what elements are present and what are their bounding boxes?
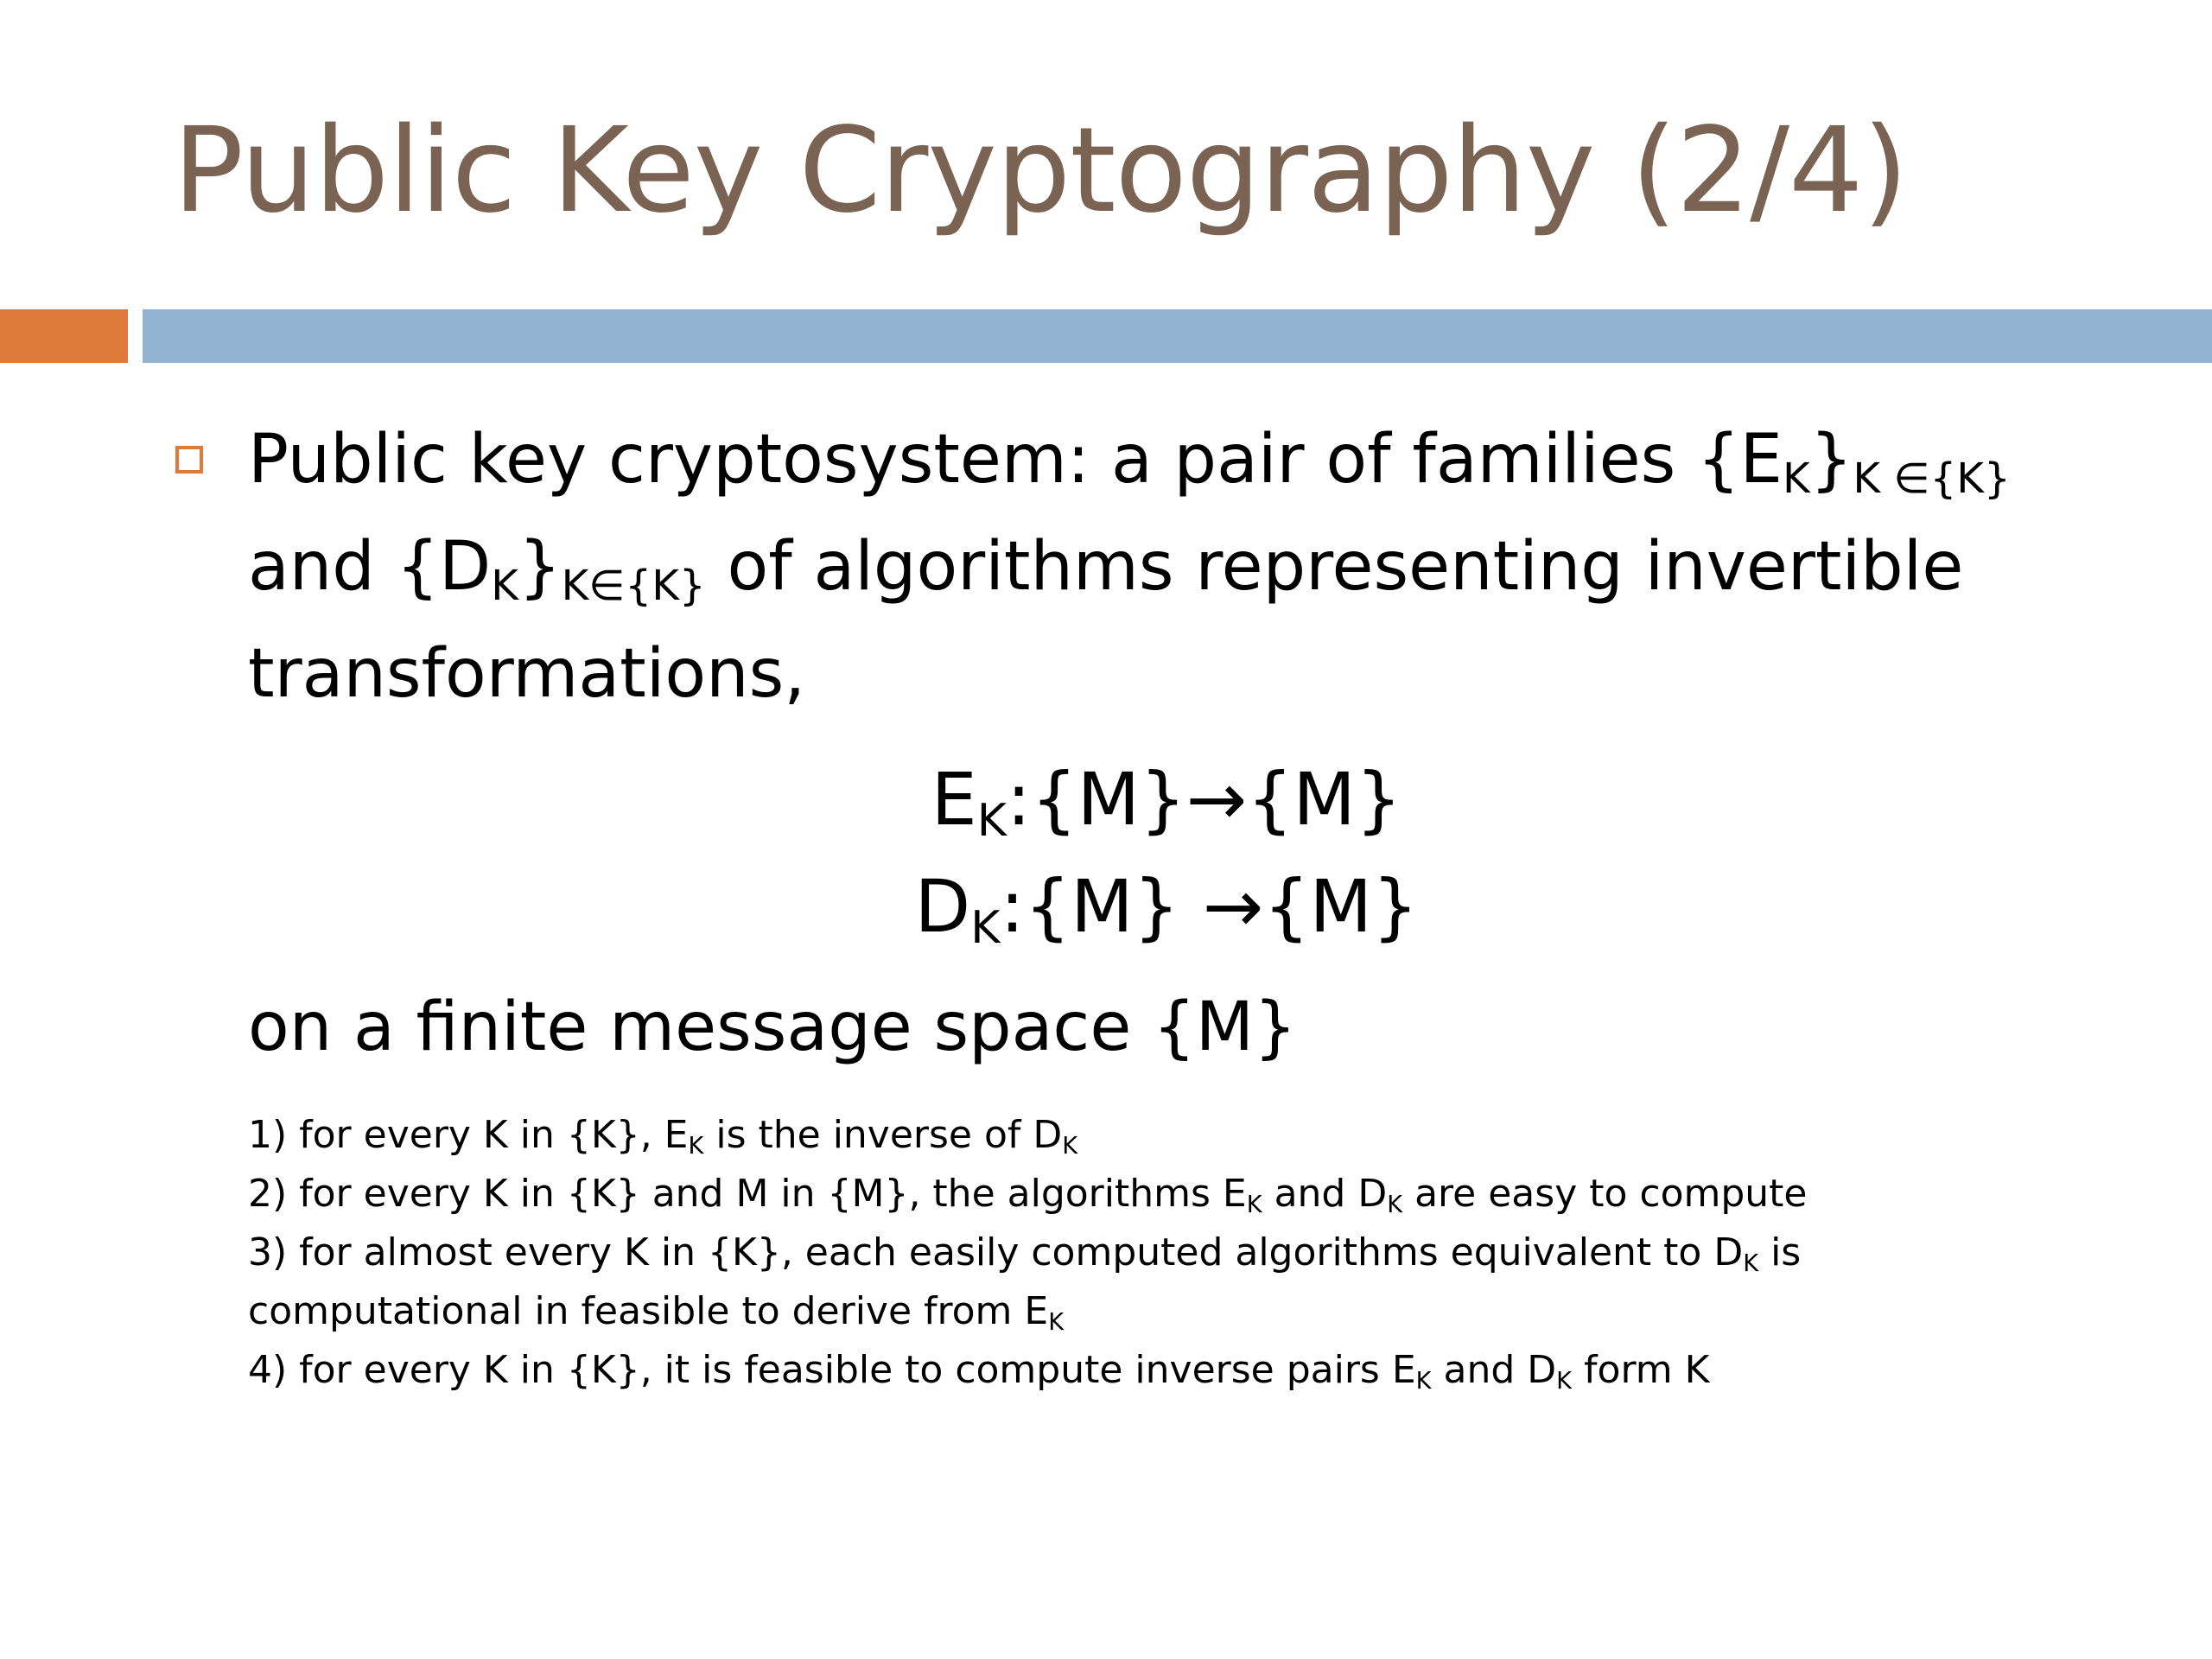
bullet-line-1 <box>248 406 2149 513</box>
formula-mapping: :{M} →{M} <box>1000 864 1419 949</box>
finite-message-space: on a finite message space {M} <box>248 988 1297 1066</box>
condition-1 <box>248 1106 1808 1165</box>
bullet-line-1-text: Public key cryptosystem: a pair of families {E <box>248 421 1783 499</box>
formula-letter: E <box>931 757 977 842</box>
condition-text: is <box>1758 1230 1802 1274</box>
conditions-list <box>248 1106 1808 1400</box>
subscript: K <box>976 795 1007 848</box>
brace: } <box>1809 421 1853 499</box>
condition-text: and D <box>1262 1172 1388 1216</box>
condition-text: is the inverse of D <box>703 1113 1063 1157</box>
formula-letter: D <box>914 864 971 949</box>
condition-text: form K <box>1572 1348 1710 1392</box>
subscript: K <box>1743 1249 1759 1277</box>
condition-3-continued <box>248 1282 1808 1341</box>
hollow-square-bullet-icon <box>175 446 203 474</box>
encryption-formula <box>864 757 1469 848</box>
decryption-formula <box>864 864 1469 955</box>
slide-title: Public Key Cryptography (2/4) <box>173 103 1908 239</box>
subscript: K <box>491 562 518 611</box>
subscript: K <box>1387 1191 1403 1218</box>
accent-bar-blue <box>143 309 2212 363</box>
subscript: K <box>1782 454 1810 504</box>
bullet-paragraph <box>248 406 2149 728</box>
brace: } <box>518 528 562 606</box>
subscript: K <box>1062 1132 1078 1160</box>
subscript: K <box>1246 1191 1262 1218</box>
subscript: K <box>970 902 1001 955</box>
subscript: K <box>688 1132 704 1160</box>
condition-text: are easy to compute <box>1402 1172 1808 1216</box>
condition-2 <box>248 1165 1808 1224</box>
condition-text: computational in feasible to derive from E <box>248 1289 1049 1333</box>
subscript: K∈{K} <box>561 562 706 611</box>
bullet-line-3: transformations, <box>248 635 806 713</box>
formula-mapping: :{M}→{M} <box>1006 757 1402 842</box>
subscript: K <box>1415 1367 1432 1395</box>
subscript: K ∈{K} <box>1853 454 2011 504</box>
condition-text: 2) for every K in {K} and M in {M}, the algorithms E <box>248 1172 1247 1216</box>
condition-text: and D <box>1431 1348 1557 1392</box>
condition-text: 3) for almost every K in {K}, each easily computed algorithms equivalent to D <box>248 1230 1744 1274</box>
bullet-line-2-rest: of algorithms representing invertible <box>705 528 1964 606</box>
subscript: K <box>1048 1308 1065 1336</box>
condition-text: 4) for every K in {K}, it is feasible to compute inverse pairs E <box>248 1348 1416 1392</box>
subscript: K <box>1556 1367 1573 1395</box>
accent-bar-orange <box>0 309 128 363</box>
condition-3 <box>248 1224 1808 1282</box>
bullet-line-2-text: and {D <box>248 528 492 606</box>
bullet-line-2 <box>248 513 2149 620</box>
condition-4 <box>248 1341 1808 1400</box>
condition-text: 1) for every K in {K}, E <box>248 1113 689 1157</box>
